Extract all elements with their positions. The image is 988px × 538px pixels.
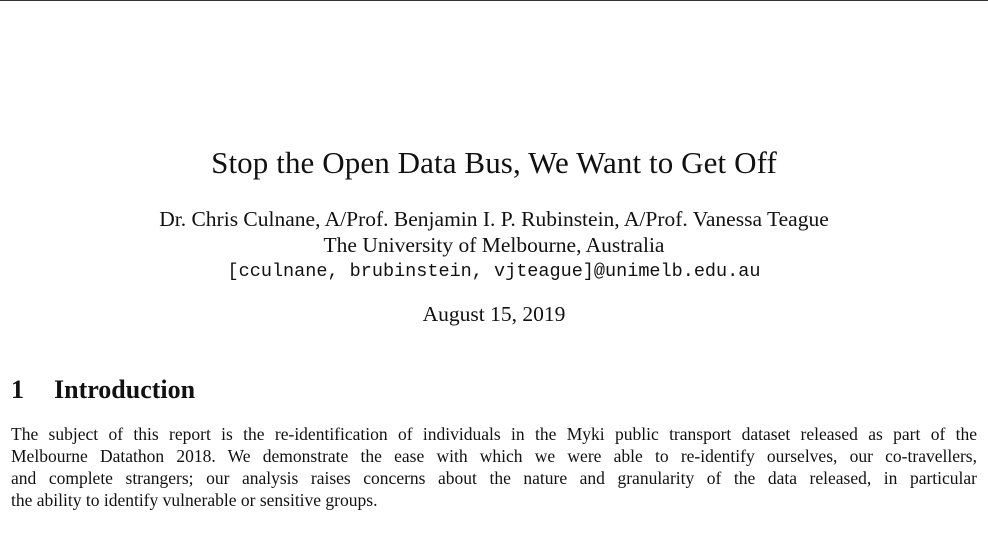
paragraph-line: Melbourne Datathon 2018. We demonstrate the ease with which we were able to re-identify ourselves, our co-travellers,	[11, 446, 977, 466]
paragraph-line: The subject of this report is the re-identification of individuals in the Myki public transport dataset released as part of the	[11, 424, 977, 444]
author-emails: [cculnane, brubinstein, vjteague]@unimelb.edu.au	[227, 261, 761, 282]
paper-date: August 15, 2019	[422, 302, 566, 326]
paragraph-line: the ability to identify vulnerable or sensitive groups.	[11, 490, 378, 510]
section-number: 1	[11, 375, 24, 404]
affiliation: The University of Melbourne, Australia	[323, 233, 665, 257]
author-list: Dr. Chris Culnane, A/Prof. Benjamin I. P. Rubinstein, A/Prof. Vanessa Teague	[159, 207, 829, 231]
intro-paragraph	[11, 423, 977, 511]
section-title: Introduction	[54, 375, 196, 404]
paper-title: Stop the Open Data Bus, We Want to Get Off	[211, 145, 777, 180]
section-heading	[11, 374, 195, 406]
paragraph-line: and complete strangers; our analysis raises concerns about the nature and granularity of the data released, in particular	[11, 468, 977, 488]
page-top-rule	[0, 0, 988, 1]
